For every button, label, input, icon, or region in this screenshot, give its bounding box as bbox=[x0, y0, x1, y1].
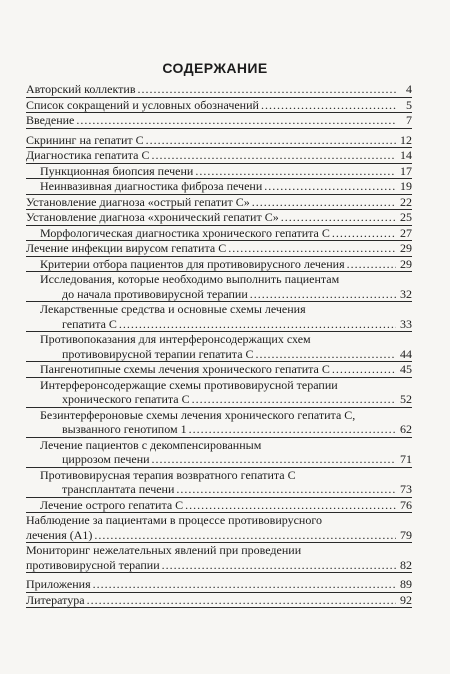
table-of-contents bbox=[26, 82, 412, 608]
dot-leader bbox=[176, 482, 396, 497]
toc-entry[interactable] bbox=[26, 302, 412, 332]
toc-entry-title: Лечение пациентов с декомпенсированным bbox=[40, 437, 262, 452]
toc-entry-title: Установление диагноза «острый гепатит С» bbox=[26, 194, 250, 209]
dot-leader bbox=[281, 210, 396, 225]
toc-page-number: 73 bbox=[400, 482, 412, 496]
dot-leader bbox=[228, 241, 396, 256]
toc-entry-title: Интерферонсодержащие схемы противовирусной терапии bbox=[40, 377, 338, 392]
dot-leader bbox=[138, 82, 397, 97]
toc-entry[interactable] bbox=[26, 378, 412, 408]
dot-leader bbox=[195, 164, 396, 179]
toc-entry[interactable] bbox=[26, 593, 412, 609]
toc-entry-title: Противовирусная терапия возвратного гепатита С bbox=[40, 467, 296, 482]
toc-entry[interactable] bbox=[26, 513, 412, 543]
toc-entry[interactable] bbox=[26, 241, 412, 257]
toc-entry-title: Установление диагноза «хронический гепатит С» bbox=[26, 210, 279, 224]
toc-entry-title: Лечение острого гепатита С bbox=[40, 497, 184, 512]
toc-page-number: 25 bbox=[400, 210, 412, 224]
toc-page-number: 92 bbox=[400, 592, 412, 607]
toc-entry[interactable] bbox=[26, 195, 412, 211]
toc-page-number: 4 bbox=[406, 82, 412, 96]
toc-page-number: 7 bbox=[406, 113, 412, 127]
dot-leader bbox=[185, 498, 396, 513]
toc-entry-title: Лекарственные средства и основные схемы лечения bbox=[40, 302, 306, 316]
toc-page-number: 27 bbox=[400, 225, 412, 240]
toc-entry[interactable] bbox=[26, 133, 412, 149]
toc-entry[interactable] bbox=[26, 164, 412, 180]
toc-page-number: 32 bbox=[400, 286, 412, 301]
toc-page-number: 33 bbox=[400, 316, 412, 331]
dot-leader bbox=[119, 317, 396, 332]
toc-entry[interactable] bbox=[26, 468, 412, 498]
dot-leader bbox=[347, 257, 396, 272]
toc-entry[interactable] bbox=[26, 362, 412, 378]
toc-page-number: 89 bbox=[400, 577, 412, 591]
toc-entry-title-continued: трансплантата печени bbox=[62, 482, 175, 496]
toc-page-number: 62 bbox=[400, 422, 412, 436]
toc-entry-title: Лечение инфекции вирусом гепатита С bbox=[26, 241, 227, 255]
dot-leader bbox=[264, 179, 396, 194]
toc-entry-title: Критерии отбора пациентов для противовирусного лечения bbox=[40, 256, 345, 271]
dot-leader bbox=[146, 133, 396, 148]
toc-entry-title: Противопоказания для интерферонсодержащих схем bbox=[40, 332, 311, 346]
toc-entry-title-continued: хронического гепатита С bbox=[62, 392, 190, 406]
page-title: СОДЕРЖАНИЕ bbox=[162, 60, 268, 76]
dot-leader bbox=[192, 392, 396, 407]
toc-entry[interactable] bbox=[26, 408, 412, 438]
toc-page-number: 76 bbox=[400, 497, 412, 512]
toc-entry-title: Пангенотипные схемы лечения хронического гепатита С bbox=[40, 362, 330, 376]
toc-page-number: 45 bbox=[400, 362, 412, 376]
toc-entry-title: Литература bbox=[26, 592, 85, 607]
dot-leader bbox=[250, 287, 396, 302]
toc-entry[interactable] bbox=[26, 226, 412, 242]
dot-leader bbox=[87, 593, 396, 608]
toc-entry-title: Диагностика гепатита С bbox=[26, 148, 150, 162]
dot-leader bbox=[252, 195, 396, 210]
toc-entry[interactable] bbox=[26, 98, 412, 114]
toc-page-number: 29 bbox=[400, 256, 412, 271]
toc-page-number: 14 bbox=[400, 148, 412, 162]
toc-page-number: 79 bbox=[400, 527, 412, 542]
toc-entry[interactable] bbox=[26, 577, 412, 593]
toc-entry-title: Исследования, которые необходимо выполнить пациентам bbox=[40, 272, 340, 286]
dot-leader bbox=[256, 347, 396, 362]
toc-entry-title: Безинтерфероновые схемы лечения хронического гепатита С, bbox=[40, 407, 356, 422]
toc-entry-title-continued: циррозом печени bbox=[62, 452, 150, 466]
dot-leader bbox=[152, 452, 396, 467]
toc-entry[interactable] bbox=[26, 272, 412, 302]
toc-entry-title: Наблюдение за пациентами в процессе противовирусного bbox=[26, 513, 322, 527]
toc-entry[interactable] bbox=[26, 113, 412, 129]
toc-entry-title: Пункционная биопсия печени bbox=[40, 163, 194, 178]
toc-page-number: 17 bbox=[400, 163, 412, 178]
toc-page-number: 29 bbox=[400, 241, 412, 255]
toc-entry-title-continued: противовирусной терапии гепатита С bbox=[62, 346, 254, 361]
toc-entry[interactable] bbox=[26, 543, 412, 573]
dot-leader bbox=[332, 362, 396, 377]
toc-entry-title: Введение bbox=[26, 113, 75, 127]
toc-entry-title-continued: до начала противовирусной терапии bbox=[62, 286, 248, 301]
dot-leader bbox=[151, 148, 396, 163]
dot-leader bbox=[261, 98, 396, 113]
toc-entry-title: Мониторинг нежелательных явлений при проведении bbox=[26, 543, 302, 557]
toc-entry[interactable] bbox=[26, 438, 412, 468]
dot-leader bbox=[189, 422, 396, 437]
toc-entry[interactable] bbox=[26, 498, 412, 514]
toc-entry[interactable] bbox=[26, 179, 412, 195]
toc-entry[interactable] bbox=[26, 148, 412, 164]
toc-entry-title: Авторский коллектив bbox=[26, 82, 136, 96]
toc-page-number: 5 bbox=[406, 97, 412, 112]
toc-page-number: 12 bbox=[400, 132, 412, 147]
dot-leader bbox=[76, 113, 396, 128]
toc-entry-title: Морфологическая диагностика хронического гепатита С bbox=[40, 225, 330, 240]
toc-page-number: 82 bbox=[400, 557, 412, 572]
toc-entry-title: Список сокращений и условных обозначений bbox=[26, 97, 259, 112]
dot-leader bbox=[162, 558, 396, 573]
dot-leader bbox=[93, 577, 396, 592]
toc-entry[interactable] bbox=[26, 210, 412, 226]
toc-page-number: 52 bbox=[400, 392, 412, 406]
toc-page-number: 71 bbox=[400, 452, 412, 466]
toc-entry[interactable] bbox=[26, 82, 412, 98]
dot-leader bbox=[94, 528, 396, 543]
toc-page-number: 22 bbox=[400, 194, 412, 209]
toc-page-number: 19 bbox=[400, 179, 412, 193]
toc-entry-title: Приложения bbox=[26, 577, 91, 591]
toc-entry[interactable] bbox=[26, 332, 412, 362]
toc-entry-title-continued: гепатита С bbox=[62, 316, 117, 331]
toc-entry-title: Неинвазивная диагностика фиброза печени bbox=[40, 179, 263, 193]
toc-entry-title: Скрининг на гепатит С bbox=[26, 132, 144, 147]
toc-page-number: 44 bbox=[400, 346, 412, 361]
toc-entry-title-continued: противовирусной терапии bbox=[26, 557, 160, 572]
dot-leader bbox=[332, 226, 396, 241]
toc-entry[interactable] bbox=[26, 257, 412, 273]
toc-entry-title-continued: лечения (А1) bbox=[26, 527, 93, 542]
toc-entry-title-continued: вызванного генотипом 1 bbox=[62, 422, 187, 436]
